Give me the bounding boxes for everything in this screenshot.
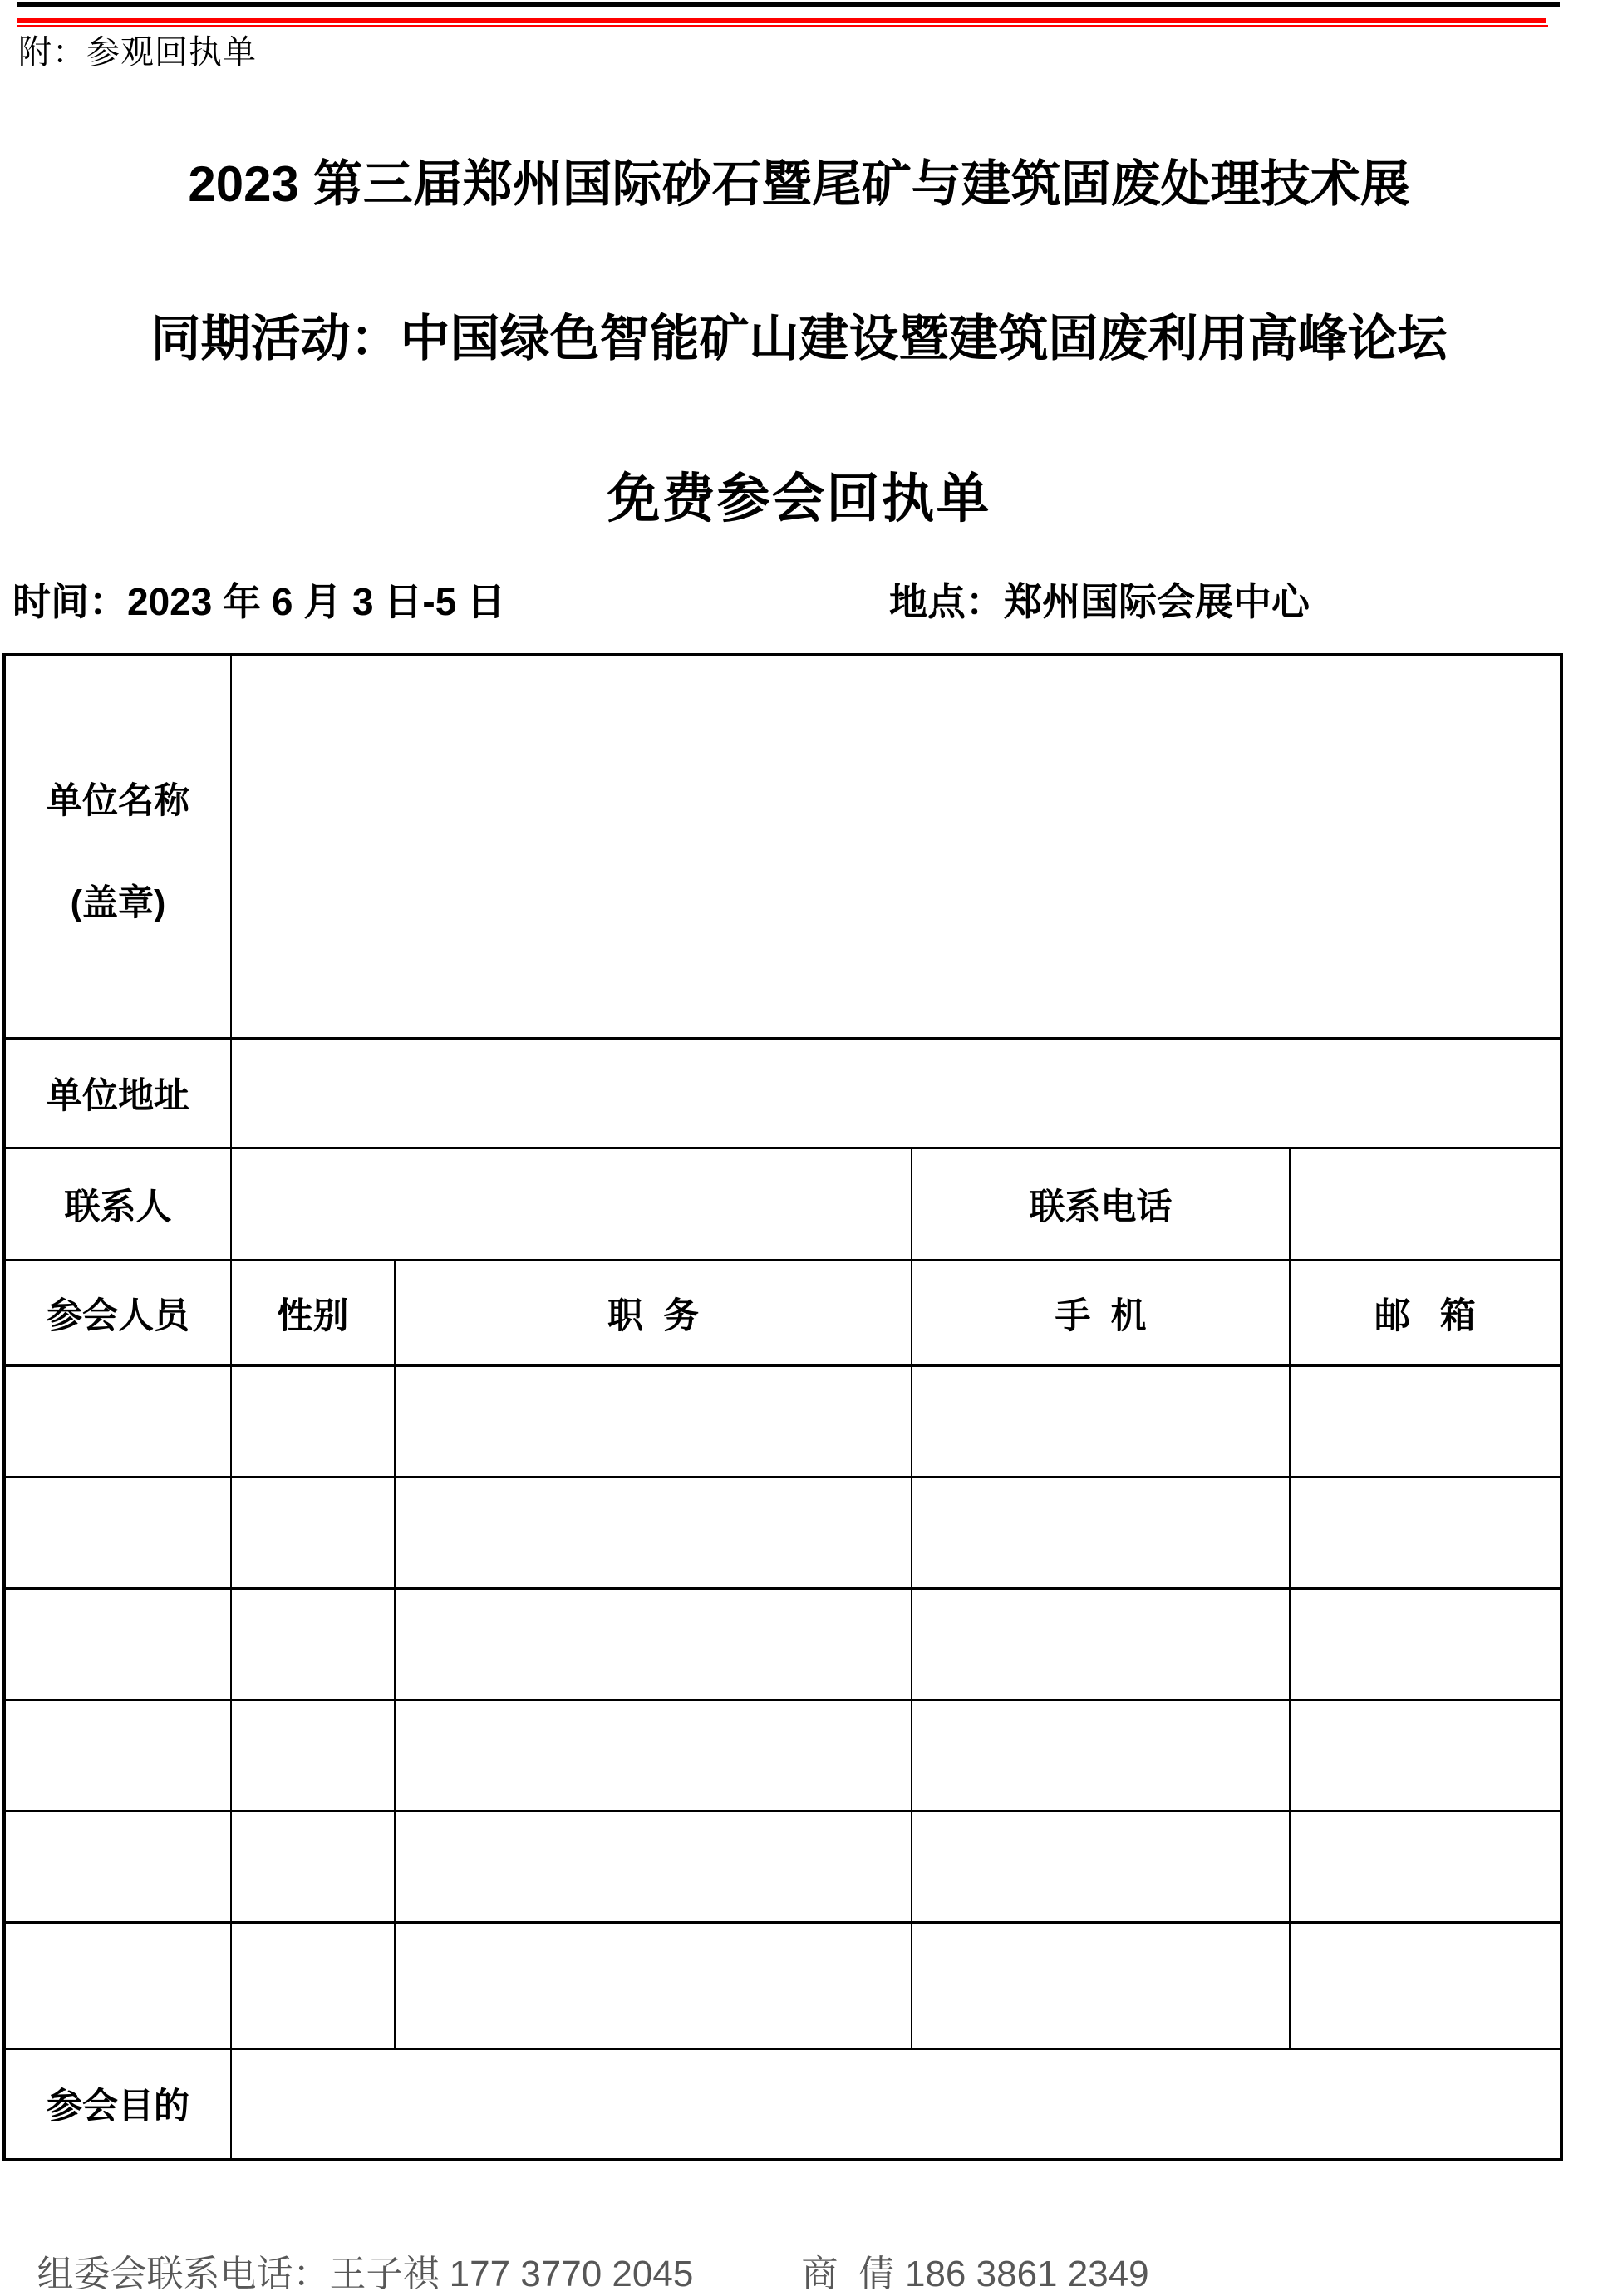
contact-name-input-cell[interactable] — [231, 1148, 912, 1261]
attendee-name-input-cell[interactable] — [4, 1477, 231, 1589]
attendee-empty-row — [4, 1812, 1561, 1923]
purpose-section — [4, 2049, 1561, 2160]
event-venue: 地点：郑州国际会展中心 — [889, 580, 1310, 623]
unit-seal-label: (盖章) — [70, 883, 166, 923]
attendee-gender-input-cell[interactable] — [231, 1589, 395, 1700]
purpose-input-cell[interactable] — [231, 2049, 1561, 2160]
attendee-position-input-cell[interactable] — [395, 1589, 912, 1700]
purpose-label: 参会目的 — [4, 2049, 231, 2160]
red-divider-thin-line — [17, 25, 1548, 27]
unit-name-label: 单位名称 — [47, 781, 189, 821]
gender-column-header: 性别 — [231, 1261, 395, 1366]
attendee-gender-input-cell[interactable] — [231, 1366, 395, 1477]
attendee-empty-row — [4, 1477, 1561, 1589]
unit-name-row — [4, 655, 1561, 1039]
attendee-position-input-cell[interactable] — [395, 1477, 912, 1589]
attachment-note: 附：参观回执单 — [18, 34, 257, 71]
attendee-position-input-cell[interactable] — [395, 1812, 912, 1923]
attendee-name-input-cell[interactable] — [4, 1812, 231, 1923]
attendee-email-input-cell[interactable] — [1290, 1366, 1561, 1477]
contact-row — [4, 1148, 1561, 1261]
attendee-empty-row — [4, 1366, 1561, 1477]
attendee-email-input-cell[interactable] — [1290, 1589, 1561, 1700]
organizer-contact-2: 商 倩 186 3861 2349 — [801, 2253, 1149, 2294]
red-divider-line — [17, 18, 1548, 27]
registration-form-table — [2, 653, 1563, 2161]
form-title: 免费参会回执单 — [607, 469, 991, 529]
attendee-mobile-input-cell[interactable] — [912, 1366, 1290, 1477]
unit-name-input-cell[interactable] — [231, 655, 1561, 1039]
contact-phone-input-cell[interactable] — [1290, 1148, 1561, 1261]
attendee-gender-input-cell[interactable] — [231, 1923, 395, 2049]
unit-address-input-cell[interactable] — [231, 1039, 1561, 1148]
attendee-mobile-input-cell[interactable] — [912, 1700, 1290, 1812]
attendee-email-input-cell[interactable] — [1290, 1477, 1561, 1589]
event-title: 2023 第三届郑州国际砂石暨尾矿与建筑固废处理技术展 — [188, 156, 1410, 212]
attendee-email-input-cell[interactable] — [1290, 1700, 1561, 1812]
attendee-empty-row — [4, 1700, 1561, 1812]
form-header-section — [4, 655, 1561, 1366]
event-time: 时间：2023 年 6 月 3 日-5 日 — [12, 580, 506, 623]
attendee-empty-row — [4, 1923, 1561, 2049]
attendee-email-input-cell[interactable] — [1290, 1812, 1561, 1923]
attendee-name-input-cell[interactable] — [4, 1700, 231, 1812]
email-column-header: 邮 箱 — [1290, 1261, 1561, 1366]
attendee-email-input-cell[interactable] — [1290, 1923, 1561, 2049]
unit-address-label: 单位地址 — [4, 1039, 231, 1148]
contact-phone-label: 联系电话 — [912, 1148, 1290, 1261]
attendee-gender-input-cell[interactable] — [231, 1812, 395, 1923]
attendee-mobile-input-cell[interactable] — [912, 1812, 1290, 1923]
organizer-contact-1: 组委会联系电话：王子祺 177 3770 2045 — [37, 2253, 694, 2294]
organizer-contact-info — [17, 2210, 1598, 2296]
attendee-position-input-cell[interactable] — [395, 1700, 912, 1812]
unit-address-row — [4, 1039, 1561, 1148]
attendee-gender-input-cell[interactable] — [231, 1700, 395, 1812]
attendee-mobile-input-cell[interactable] — [912, 1589, 1290, 1700]
purpose-row — [4, 2049, 1561, 2160]
attendee-mobile-input-cell[interactable] — [912, 1923, 1290, 2049]
attendee-label: 参会人员 — [4, 1261, 231, 1366]
attendee-rows-section — [4, 1366, 1561, 2049]
attendee-name-input-cell[interactable] — [4, 1923, 231, 2049]
attendee-mobile-input-cell[interactable] — [912, 1477, 1290, 1589]
attendee-header-row — [4, 1261, 1561, 1366]
mobile-column-header: 手 机 — [912, 1261, 1290, 1366]
position-column-header: 职 务 — [395, 1261, 912, 1366]
top-border-line — [17, 2, 1560, 7]
concurrent-activity-title: 同期活动：中国绿色智能矿山建设暨建筑固废利用高峰论坛 — [150, 311, 1448, 366]
attendee-gender-input-cell[interactable] — [231, 1477, 395, 1589]
unit-name-label-cell — [4, 655, 231, 1039]
contact-label: 联系人 — [4, 1148, 231, 1261]
attendee-position-input-cell[interactable] — [395, 1366, 912, 1477]
attendee-position-input-cell[interactable] — [395, 1923, 912, 2049]
time-venue-line — [0, 577, 1598, 627]
attendee-name-input-cell[interactable] — [4, 1366, 231, 1477]
attendee-name-input-cell[interactable] — [4, 1589, 231, 1700]
attendee-empty-row — [4, 1589, 1561, 1700]
